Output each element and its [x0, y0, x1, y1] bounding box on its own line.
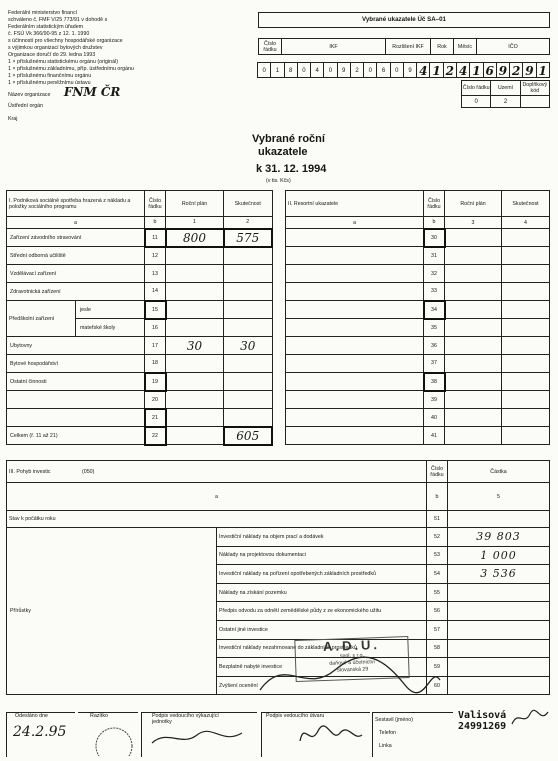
- s1-row-real: [224, 409, 273, 427]
- s1-row-plan: [166, 247, 224, 265]
- title-line-1: Vybrané roční: [252, 133, 325, 145]
- territory-table: [461, 80, 550, 108]
- s1-row-no: 18: [145, 355, 166, 373]
- s2-idx-b: b: [424, 217, 445, 229]
- s2-row-real: [502, 265, 550, 283]
- s2-col-plan: Roční plán: [445, 191, 502, 217]
- s1-idx-b: b: [145, 217, 166, 229]
- s1-row-plan: 30: [166, 337, 224, 355]
- s3-row-label: Zvýšení ocenění: [217, 676, 427, 695]
- form-unit: (v tis. Kčs): [266, 178, 291, 184]
- s1-row-plan: [166, 265, 224, 283]
- s2-row-label: [286, 247, 424, 265]
- s3-row-val: 1 000: [448, 546, 550, 565]
- s1-row-no: 19: [145, 373, 166, 391]
- s3-row-no: 52: [427, 528, 448, 547]
- compiler-name: Valisová: [458, 710, 507, 721]
- s2-row-no: 34: [424, 301, 445, 319]
- s3-row-no: 53: [427, 546, 448, 565]
- s2-row-plan: [445, 247, 502, 265]
- section-1-row: [7, 265, 273, 283]
- sent-label: Odesláno dne: [15, 713, 48, 719]
- signature-compiler: [510, 708, 550, 730]
- s1-row-label: mateřské školy: [76, 319, 145, 337]
- section-1-row: [7, 247, 273, 265]
- s1-col-num: Číslo řádku: [145, 191, 166, 217]
- line-label: Linka: [379, 743, 392, 749]
- s3-group-label: Přírůstky: [7, 528, 217, 695]
- s1-row-label: [7, 409, 145, 427]
- s2-row-real: [502, 391, 550, 409]
- s1-col-plan: Roční plán: [166, 191, 224, 217]
- form-code-digit: 0: [257, 62, 271, 78]
- s2-row-real: [502, 355, 550, 373]
- s2-row-real: [502, 229, 550, 247]
- form-code-digit: 4: [310, 62, 324, 78]
- s1-row-no: 17: [145, 337, 166, 355]
- title-line-2: ukazatele: [258, 146, 308, 158]
- section-1-row: [7, 373, 273, 391]
- s2-row-plan: [445, 409, 502, 427]
- s2-row-plan: [445, 337, 502, 355]
- s1-row-no: 14: [145, 283, 166, 301]
- fb-col-year: Rok: [431, 39, 454, 55]
- s1-row-real: [224, 355, 273, 373]
- s2-row-no: 30: [424, 229, 445, 247]
- s2-row-no: 40: [424, 409, 445, 427]
- form-code-box: [258, 12, 550, 120]
- section-2-row: [286, 301, 550, 319]
- s3-row-label: Ostatní jiné investice: [217, 620, 427, 639]
- s3-row-label: Investiční náklady na pořízení opotřebených základních prostředků: [217, 565, 427, 584]
- s1-row-label: [7, 391, 145, 409]
- section-2: [285, 190, 550, 445]
- s1-row-no: 22: [145, 427, 166, 445]
- s2-row-plan: [445, 301, 502, 319]
- form-code-digit: 9: [496, 62, 510, 78]
- round-stamp-icon: [78, 720, 138, 756]
- s2-row-no: 35: [424, 319, 445, 337]
- s2-row-no: 32: [424, 265, 445, 283]
- s2-row-label: [286, 337, 424, 355]
- form-code-digit: 0: [390, 62, 404, 78]
- s3-row-label: Investiční náklady na objem prací a dodávek: [217, 528, 427, 547]
- s2-col-num: Číslo řádku: [424, 191, 445, 217]
- header-left-line: s účinností pro všechny hospodářské organizace: [8, 38, 123, 44]
- section-2-heading: II. Resortní ukazatele: [286, 191, 424, 217]
- form-code-digit: 8: [284, 62, 298, 78]
- stamp-line-1: A.D.U.: [322, 637, 381, 654]
- central-label: Ústřední orgán: [8, 103, 44, 109]
- s1-row-no: 20: [145, 391, 166, 409]
- s1-row-label: Celkem (ř. 11 až 21): [7, 427, 145, 445]
- s1-row-label: Zdravotnická zařízení: [7, 283, 145, 301]
- s2-row-label: [286, 409, 424, 427]
- s3-row-val: [448, 639, 550, 658]
- header-left-line: Federálním statistickým úřadem: [8, 24, 84, 30]
- form-code-digit: 0: [363, 62, 377, 78]
- s3-row-no: 59: [427, 658, 448, 677]
- s1-row-plan: [166, 427, 224, 445]
- tt-col-row: Číslo řádku: [462, 81, 491, 96]
- section-2-row: [286, 337, 550, 355]
- stamp-line-2: spol. s r.o.: [339, 652, 365, 660]
- s1-row-real: 30: [224, 337, 273, 355]
- section-2-row: [286, 427, 550, 445]
- tt-col-terr: Uzemí: [491, 81, 520, 96]
- s1-row-real: [224, 301, 273, 319]
- org-value: FNM ČR: [63, 85, 121, 99]
- tt-val-1: 0: [462, 96, 491, 108]
- s3-row-label: Investiční náklady nezahrnované do základních prostředků: [217, 639, 427, 658]
- section-2-row: [286, 409, 550, 427]
- form-code-digit: 2: [350, 62, 364, 78]
- s2-row-label: [286, 373, 424, 391]
- s2-row-real: [502, 247, 550, 265]
- fb-col-ikf2: Rozlišení IKF: [386, 39, 431, 55]
- header-left-line: 1 × příslušnému základnímu, příp. ústřednímu orgánu: [8, 66, 134, 72]
- s2-row-real: [502, 283, 550, 301]
- s1-row-label: jesle: [76, 301, 145, 319]
- form-code-digit: 2: [443, 62, 457, 78]
- s3-row-val: [448, 583, 550, 602]
- form-code-digit: 0: [297, 62, 311, 78]
- s1-row-real: [224, 265, 273, 283]
- tt-val-3: [520, 96, 549, 108]
- section-2-row: [286, 355, 550, 373]
- s1-row-real: [224, 391, 273, 409]
- form-date: k 31. 12. 1994: [256, 163, 327, 175]
- stamp-line-4: Slovanská 29: [336, 666, 369, 674]
- footer-compiler-box: [372, 712, 453, 757]
- footer-head-box: [141, 712, 257, 757]
- s1-idx-a: a: [7, 217, 145, 229]
- form-code-digit: 1: [469, 62, 483, 78]
- section-2-row: [286, 247, 550, 265]
- s1-row-real: 575: [224, 229, 273, 247]
- s2-row-plan: [445, 283, 502, 301]
- s2-row-plan: [445, 265, 502, 283]
- s3-row-no: 56: [427, 602, 448, 621]
- header-left-line: Organizace doručí do 29. ledna 1993: [8, 52, 96, 58]
- signature-head: [142, 725, 252, 749]
- s1-row-label: Zařízení závodního stravování: [7, 229, 145, 247]
- s3-start-val: [448, 511, 550, 528]
- tt-val-2: 2: [491, 96, 520, 108]
- section-1-row: [7, 409, 273, 427]
- unit-head-label: Podpis vedoucího útvaru: [266, 713, 325, 719]
- footer-stamp-box: [78, 712, 138, 757]
- section-1-row: [7, 427, 273, 445]
- s3-idx-b: b: [427, 483, 448, 511]
- section-3-heading-cell: [7, 461, 427, 483]
- s1-idx-1: 1: [166, 217, 224, 229]
- sent-value: 24.2.95: [13, 724, 67, 740]
- s2-row-real: [502, 409, 550, 427]
- header-left-line: Federální ministerstvo financí: [8, 10, 78, 16]
- s2-row-label: [286, 391, 424, 409]
- s2-row-no: 38: [424, 373, 445, 391]
- s3-row-no: 60: [427, 676, 448, 695]
- header-left-line: s výjimkou organizací bytových družstev: [8, 45, 103, 51]
- s3-row-val: 39 803: [448, 528, 550, 547]
- s2-row-label: [286, 355, 424, 373]
- section-1-row: [7, 283, 273, 301]
- s2-row-plan: [445, 319, 502, 337]
- s3-row-label: Náklady na získání pozemku: [217, 583, 427, 602]
- section-2-row: [286, 391, 550, 409]
- s1-row-label: Ostatní činnosti: [7, 373, 145, 391]
- footer: [6, 712, 551, 756]
- s2-row-label: [286, 229, 424, 247]
- s1-row-no: 16: [145, 319, 166, 337]
- s1-row-label: Ubytovny: [7, 337, 145, 355]
- s2-row-plan: [445, 373, 502, 391]
- s1-row-real: [224, 247, 273, 265]
- s2-row-real: [502, 373, 550, 391]
- section-1-row: [7, 355, 273, 373]
- form-code-digit: 4: [416, 62, 430, 78]
- header-left-line: 1 × příslušnému peněžnímu ústavu: [8, 80, 91, 86]
- form-code-digit: 1: [270, 62, 284, 78]
- form-code-digit: 2: [509, 62, 523, 78]
- s3-start-label: Stav k počátku roku: [7, 511, 427, 528]
- s3-row-label: Předpis odvodu za odnětí zemědělské půdy z ze ekonomického užitu: [217, 602, 427, 621]
- s2-row-real: [502, 301, 550, 319]
- footer-unit-head-box: [261, 712, 370, 757]
- s2-row-no: 37: [424, 355, 445, 373]
- s3-row-no: 55: [427, 583, 448, 602]
- s2-row-no: 39: [424, 391, 445, 409]
- s1-row-no: 11: [145, 229, 166, 247]
- s2-row-label: [286, 301, 424, 319]
- s2-row-real: [502, 427, 550, 445]
- s1-row-plan: [166, 409, 224, 427]
- s1-row-no: 21: [145, 409, 166, 427]
- s1-idx-2: 2: [224, 217, 273, 229]
- form-code-digit: 9: [522, 62, 536, 78]
- form-code-digit: 6: [376, 62, 390, 78]
- s1-row-plan: [166, 319, 224, 337]
- s3-row-val: [448, 602, 550, 621]
- section-1: [6, 190, 273, 446]
- section-1-heading: I. Podniková sociálně spotřeba hrazená z nákladu a položky sociálního programu: [7, 191, 145, 217]
- form-code-digit: 6: [483, 62, 497, 78]
- region-label: Kraj: [8, 116, 18, 122]
- s3-row-val: [448, 620, 550, 639]
- s1-row-label: Střední odborná učiliště: [7, 247, 145, 265]
- s3-row-label: Náklady na projektovou dokumentaci: [217, 546, 427, 565]
- s3-row-val: [448, 658, 550, 677]
- s2-row-label: [286, 283, 424, 301]
- s3-idx-a: a: [7, 483, 427, 511]
- s1-row-plan: [166, 391, 224, 409]
- s3-col-amount: Částka: [448, 461, 550, 483]
- s3-start-no: 51: [427, 511, 448, 528]
- fb-col-row: Číslo řádku: [259, 39, 282, 55]
- stamp-line-3: daňové a účetnictví: [329, 659, 376, 667]
- s2-row-no: 31: [424, 247, 445, 265]
- compiler-label: Sestavil (jméno): [375, 717, 413, 723]
- s2-row-no: 41: [424, 427, 445, 445]
- section-2-row: [286, 229, 550, 247]
- form-code-digit: 1: [536, 62, 550, 78]
- s2-col-real: Skutečnost: [502, 191, 550, 217]
- s2-idx-a: a: [286, 217, 424, 229]
- section-2-row: [286, 265, 550, 283]
- form-code-digit: 4: [456, 62, 470, 78]
- section-1-row: [7, 391, 273, 409]
- form-code-table: [258, 38, 550, 55]
- tt-col-extra: Doplňkový kód: [520, 81, 549, 96]
- form-code-digits: [258, 62, 550, 78]
- s2-row-no: 36: [424, 337, 445, 355]
- header-left-line: schváleno č. FMF V/25 773/91 v dohodě s: [8, 17, 108, 23]
- s2-row-label: [286, 265, 424, 283]
- form-code-digit: 0: [323, 62, 337, 78]
- fb-col-ikf: IKF: [282, 39, 386, 55]
- s1-row-real: [224, 319, 273, 337]
- s1-group-label: Předškolní zařízení: [7, 301, 76, 337]
- s3-row-val: [448, 676, 550, 695]
- s1-row-real: [224, 373, 273, 391]
- s1-col-real: Skutečnost: [224, 191, 273, 217]
- s1-row-real: [224, 283, 273, 301]
- fb-col-month: Měsíc: [454, 39, 477, 55]
- section-1-row: [7, 337, 273, 355]
- phone-value: 24991269: [458, 721, 507, 732]
- s1-row-plan: [166, 283, 224, 301]
- s2-row-label: [286, 427, 424, 445]
- s2-idx-3: 3: [445, 217, 502, 229]
- s1-row-no: 15: [145, 301, 166, 319]
- s1-row-plan: [166, 373, 224, 391]
- s2-row-real: [502, 319, 550, 337]
- s2-row-plan: [445, 391, 502, 409]
- s3-row-no: 57: [427, 620, 448, 639]
- header-left-line: 1 × příslušnému statistickému orgánu (originál): [8, 59, 118, 65]
- s1-row-label: Bytové hospodářství: [7, 355, 145, 373]
- s1-row-plan: 800: [166, 229, 224, 247]
- header-left-block: [8, 10, 134, 123]
- s1-row-plan: [166, 301, 224, 319]
- form-title: [252, 133, 325, 159]
- form-code-digit: 9: [403, 62, 417, 78]
- s3-row-val: 3 536: [448, 565, 550, 584]
- form-code-digit: 1: [429, 62, 443, 78]
- section-1-row: [7, 301, 273, 319]
- s1-row-real: 605: [224, 427, 273, 445]
- fb-col-ico: IČO: [477, 39, 550, 55]
- s3-col-num: Číslo řádku: [427, 461, 448, 483]
- org-label: Název organizace: [8, 92, 51, 98]
- footer-sent-box: [6, 712, 75, 757]
- section-2-row: [286, 373, 550, 391]
- signature-unit-head: [262, 719, 367, 747]
- s1-row-no: 12: [145, 247, 166, 265]
- s2-row-plan: [445, 229, 502, 247]
- s3-idx-5: 5: [448, 483, 550, 511]
- signature-scribble-mid: [255, 650, 445, 700]
- s2-idx-4: 4: [502, 217, 550, 229]
- s2-row-plan: [445, 427, 502, 445]
- form-code-digit: 9: [337, 62, 351, 78]
- s1-row-no: 13: [145, 265, 166, 283]
- head-label: Podpis vedoucího výkazující jednotky: [152, 713, 219, 725]
- s3-row-label: Bezplatně nabyté investice: [217, 658, 427, 677]
- s2-row-real: [502, 337, 550, 355]
- form-box-title: Vybrané ukazatele Úč SA–01: [258, 12, 550, 28]
- s3-row-no: 54: [427, 565, 448, 584]
- s3-row-no: 58: [427, 639, 448, 658]
- section-3-heading: III. Pohyb investic: [9, 468, 51, 475]
- s2-row-plan: [445, 355, 502, 373]
- s2-row-label: [286, 319, 424, 337]
- header-left-line: 1 × příslušnému finančnímu orgánu: [8, 73, 92, 79]
- stamp-label: Razítko: [90, 713, 108, 719]
- section-2-row: [286, 283, 550, 301]
- header-left-line: č. FSÚ Vk 366/90-95 z 12. 1. 1990: [8, 31, 90, 37]
- s1-row-label: Vzdělávací zařízení: [7, 265, 145, 283]
- section-2-row: [286, 319, 550, 337]
- s1-row-plan: [166, 355, 224, 373]
- s2-row-no: 33: [424, 283, 445, 301]
- compiler-values: [458, 710, 506, 732]
- section-3-row: [7, 528, 550, 547]
- section-3-code: (050): [82, 468, 95, 475]
- section-1-row: [7, 229, 273, 247]
- phone-label: Telefon: [379, 730, 397, 736]
